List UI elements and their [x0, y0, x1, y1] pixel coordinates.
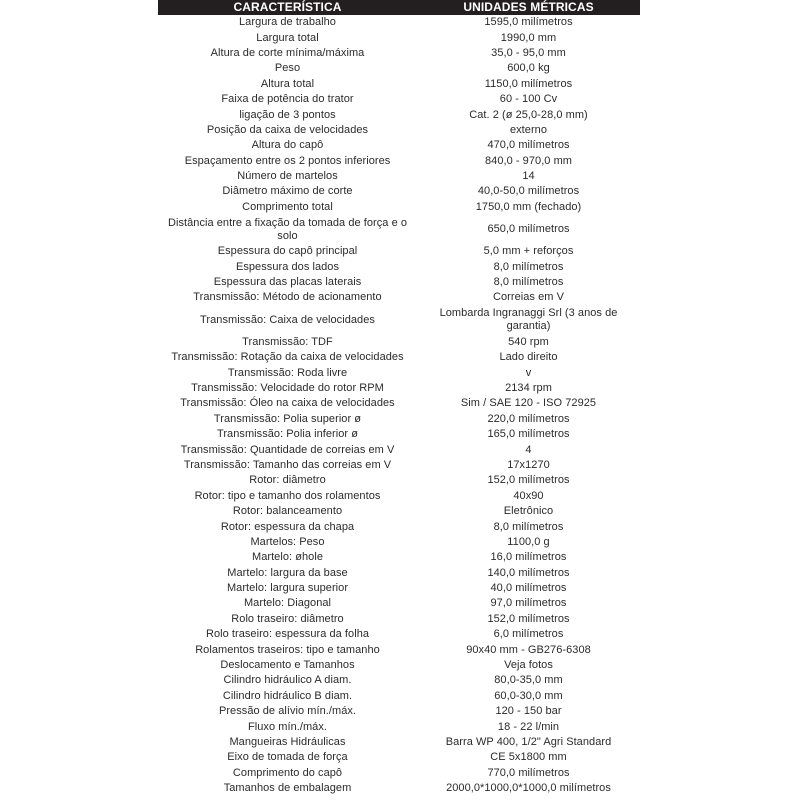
- metric-value-cell: 2134 rpm: [505, 382, 552, 394]
- feature-cell: Altura do capô: [251, 139, 324, 152]
- table-row: [158, 550, 640, 565]
- metric-value-cell: 140,0 milímetros: [487, 566, 570, 579]
- feature-cell: Eixo de tomada de força: [227, 751, 348, 764]
- table-row: [158, 200, 640, 215]
- feature-cell: Peso: [274, 62, 301, 75]
- table-row: [158, 30, 640, 45]
- feature-cell: Martelo: largura da base: [227, 566, 348, 579]
- feature-cell: Espessura das placas laterais: [213, 276, 362, 289]
- feature-cell: Rolo traseiro: diâmetro: [231, 612, 344, 625]
- metric-value-cell: 5,0 mm + reforços: [483, 245, 574, 258]
- metric-value-cell: 165,0 milímetros: [487, 428, 570, 441]
- metric-value-cell: 8,0 milímetros: [493, 260, 564, 273]
- table-row: [158, 107, 640, 122]
- table-row: [158, 642, 640, 657]
- table-row: [158, 365, 640, 380]
- table-row: [158, 596, 640, 611]
- table-row: [158, 396, 640, 411]
- table-row: [158, 766, 640, 781]
- table-row: [158, 581, 640, 596]
- metric-value-cell: 8,0 milímetros: [493, 276, 564, 289]
- table-row: [158, 138, 640, 153]
- spec-table: [158, 0, 640, 796]
- feature-cell: ligação de 3 pontos: [239, 108, 336, 121]
- feature-cell: Transmissão: Rotação da caixa de velocidades: [171, 351, 404, 364]
- metric-value-cell: 1100,0 g: [507, 535, 550, 548]
- table-row: [158, 46, 640, 61]
- table-row: [158, 259, 640, 274]
- metric-value-cell: Lado direito: [499, 351, 558, 364]
- table-row: [158, 473, 640, 488]
- table-row: [158, 442, 640, 457]
- table-row: [158, 519, 640, 534]
- metric-value-cell: 470,0 milímetros: [487, 139, 570, 152]
- feature-cell: Deslocamento e Tamanhos: [220, 659, 355, 672]
- metric-value-cell: 97,0 milímetros: [490, 597, 567, 610]
- feature-cell: Martelo: largura superior: [226, 582, 349, 595]
- feature-cell: Martelo: Diagonal: [243, 597, 332, 610]
- feature-cell: Altura total: [260, 77, 315, 90]
- metric-value-cell: 600,0 kg: [507, 62, 550, 75]
- metric-value-cell: 540 rpm: [508, 335, 549, 348]
- feature-cell: Martelo: øhole: [251, 551, 323, 564]
- header-feature: CARACTERÍSTICA: [158, 0, 417, 15]
- feature-cell: Rotor: espessura da chapa: [220, 520, 355, 533]
- table-row: [158, 750, 640, 765]
- table-row: [158, 77, 640, 92]
- feature-cell: Transmissão: Velocidade do rotor RPM: [191, 382, 384, 394]
- table-row: [158, 61, 640, 76]
- metric-value-cell: 4: [525, 443, 532, 456]
- feature-cell: Faixa de potência do trator: [221, 93, 354, 106]
- metric-value-cell: 1595,0 milímetros: [484, 16, 573, 29]
- metric-value-cell: Barra WP 400, 1/2" Agri Standard: [445, 735, 612, 748]
- metric-value-cell: Sim / SAE 120 - ISO 72925: [460, 397, 597, 410]
- feature-cell: Transmissão: Tamanho das correias em V: [183, 458, 392, 471]
- feature-cell: Fluxo mín./máx.: [248, 720, 327, 733]
- feature-cell: Cilindro hidráulico B diam.: [222, 689, 353, 702]
- table-row: [158, 781, 640, 796]
- feature-cell: Transmissão: Roda livre: [227, 366, 348, 379]
- metric-value-cell: 16,0 milímetros: [490, 551, 567, 564]
- feature-cell: Espessura dos lados: [235, 260, 340, 273]
- feature-cell: Tamanhos de embalagem: [223, 782, 352, 795]
- feature-cell: Posição da caixa de velocidades: [206, 123, 369, 136]
- table-row: [158, 689, 640, 704]
- table-row: [158, 566, 640, 581]
- feature-cell: Comprimento total: [242, 200, 333, 213]
- spec-sheet: [158, 0, 640, 796]
- metric-value-cell: 152,0 milímetros: [487, 612, 570, 625]
- metric-value-cell: 1750,0 mm (fechado): [475, 200, 582, 213]
- table-row: [158, 381, 640, 396]
- feature-cell: Transmissão: Polia inferior ø: [216, 428, 359, 441]
- feature-cell: Rotor: diâmetro: [249, 474, 326, 487]
- table-row: [158, 504, 640, 519]
- metric-value-cell: 60 - 100 Cv: [499, 93, 558, 106]
- metric-value-cell: 220,0 milímetros: [487, 412, 570, 425]
- table-body: [158, 15, 640, 796]
- table-row: [158, 535, 640, 550]
- metric-value-cell: 120 - 150 bar: [495, 705, 562, 718]
- feature-cell: Número de martelos: [237, 170, 338, 183]
- table-row: [158, 169, 640, 184]
- metric-value-cell: Eletrônico: [503, 505, 554, 518]
- metric-value-cell: 18 - 22 l/min: [497, 720, 560, 733]
- feature-cell: Mangueiras Hidráulicas: [229, 735, 346, 748]
- table-header: [158, 0, 640, 15]
- header-row: [158, 0, 640, 15]
- feature-cell: Largura de trabalho: [239, 16, 336, 29]
- metric-value-cell: 40,0-50,0 milímetros: [477, 185, 580, 198]
- feature-cell: Distância entre a fixação da tomada de força e o solo: [167, 216, 408, 242]
- table-row: [158, 612, 640, 627]
- metric-value-cell: 650,0 milímetros: [487, 223, 570, 236]
- feature-cell: Espessura do capô principal: [217, 245, 358, 258]
- table-row: [158, 244, 640, 259]
- table-row: [158, 427, 640, 442]
- metric-value-cell: 6,0 milímetros: [493, 628, 564, 641]
- table-row: [158, 215, 640, 244]
- table-row: [158, 704, 640, 719]
- feature-cell: Martelos: Peso: [250, 535, 325, 548]
- metric-value-cell: externo: [509, 123, 548, 136]
- feature-cell: Altura de corte mínima/máxima: [210, 46, 365, 59]
- feature-cell: Diâmetro máximo de corte: [222, 185, 353, 198]
- table-row: [158, 15, 640, 30]
- metric-value-cell: 1990,0 mm: [500, 31, 557, 44]
- feature-cell: Transmissão: Polia superior ø: [213, 412, 362, 425]
- metric-value-cell: 90x40 mm - GB276-6308: [466, 643, 591, 656]
- table-row: [158, 184, 640, 199]
- metric-value-cell: 770,0 milímetros: [487, 766, 570, 779]
- metric-value-cell: 8,0 milímetros: [493, 520, 564, 533]
- feature-cell: Comprimento do capô: [232, 766, 343, 779]
- feature-cell: Cilindro hidráulico A diam.: [223, 674, 352, 687]
- feature-cell: Rolo traseiro: espessura da folha: [205, 628, 370, 641]
- metric-value-cell: Lombarda Ingranaggi Srl (3 anos de garantia): [439, 307, 618, 333]
- metric-value-cell: 40x90: [513, 489, 544, 502]
- feature-cell: Rolamentos traseiros: tipo e tamanho: [195, 643, 380, 656]
- table-row: [158, 123, 640, 138]
- table-row: [158, 673, 640, 688]
- metric-value-cell: 60,0-30,0 mm: [494, 689, 563, 702]
- metric-value-cell: 14: [522, 170, 535, 183]
- metric-value-cell: 152,0 milímetros: [487, 474, 570, 487]
- metric-value-cell: 2000,0*1000,0*1000,0 milímetros: [446, 782, 611, 795]
- feature-cell: Rotor: tipo e tamanho dos rolamentos: [194, 489, 381, 502]
- feature-cell: Transmissão: Método de acionamento: [193, 291, 382, 304]
- table-row: [158, 658, 640, 673]
- feature-cell: Espaçamento entre os 2 pontos inferiores: [184, 154, 391, 167]
- table-row: [158, 458, 640, 473]
- metric-value-cell: Veja fotos: [504, 659, 553, 672]
- feature-cell: Pressão de alívio mín./máx.: [218, 705, 357, 718]
- feature-cell: Transmissão: TDF: [242, 335, 333, 348]
- table-row: [158, 735, 640, 750]
- feature-cell: Largura total: [256, 31, 319, 44]
- table-row: [158, 154, 640, 169]
- table-row: [158, 719, 640, 734]
- feature-cell: Transmissão: Quantidade de correias em V: [180, 443, 395, 456]
- table-row: [158, 290, 640, 305]
- metric-value-cell: 35,0 - 95,0 mm: [491, 46, 566, 59]
- table-row: [158, 412, 640, 427]
- feature-cell: Transmissão: Óleo na caixa de velocidades: [180, 397, 395, 410]
- table-row: [158, 275, 640, 290]
- table-row: [158, 627, 640, 642]
- metric-value-cell: CE 5x1800 mm: [490, 751, 567, 764]
- table-row: [158, 306, 640, 335]
- metric-value-cell: 40,0 milímetros: [490, 582, 567, 595]
- table-row: [158, 489, 640, 504]
- metric-value-cell: Cat. 2 (ø 25,0-28,0 mm): [469, 108, 588, 121]
- table-row: [158, 335, 640, 350]
- metric-value-cell: v: [525, 366, 532, 379]
- metric-value-cell: 17x1270: [507, 458, 550, 471]
- feature-cell: Transmissão: Caixa de velocidades: [200, 313, 375, 326]
- metric-value-cell: 840,0 - 970,0 mm: [484, 154, 572, 167]
- metric-value-cell: Correias em V: [493, 291, 564, 304]
- metric-value-cell: 1150,0 milímetros: [484, 77, 573, 90]
- table-row: [158, 350, 640, 365]
- feature-cell: Rotor: balanceamento: [232, 505, 343, 518]
- table-row: [158, 92, 640, 107]
- header-metric-units: UNIDADES MÉTRICAS: [417, 0, 640, 15]
- metric-value-cell: 80,0-35,0 mm: [494, 674, 563, 687]
